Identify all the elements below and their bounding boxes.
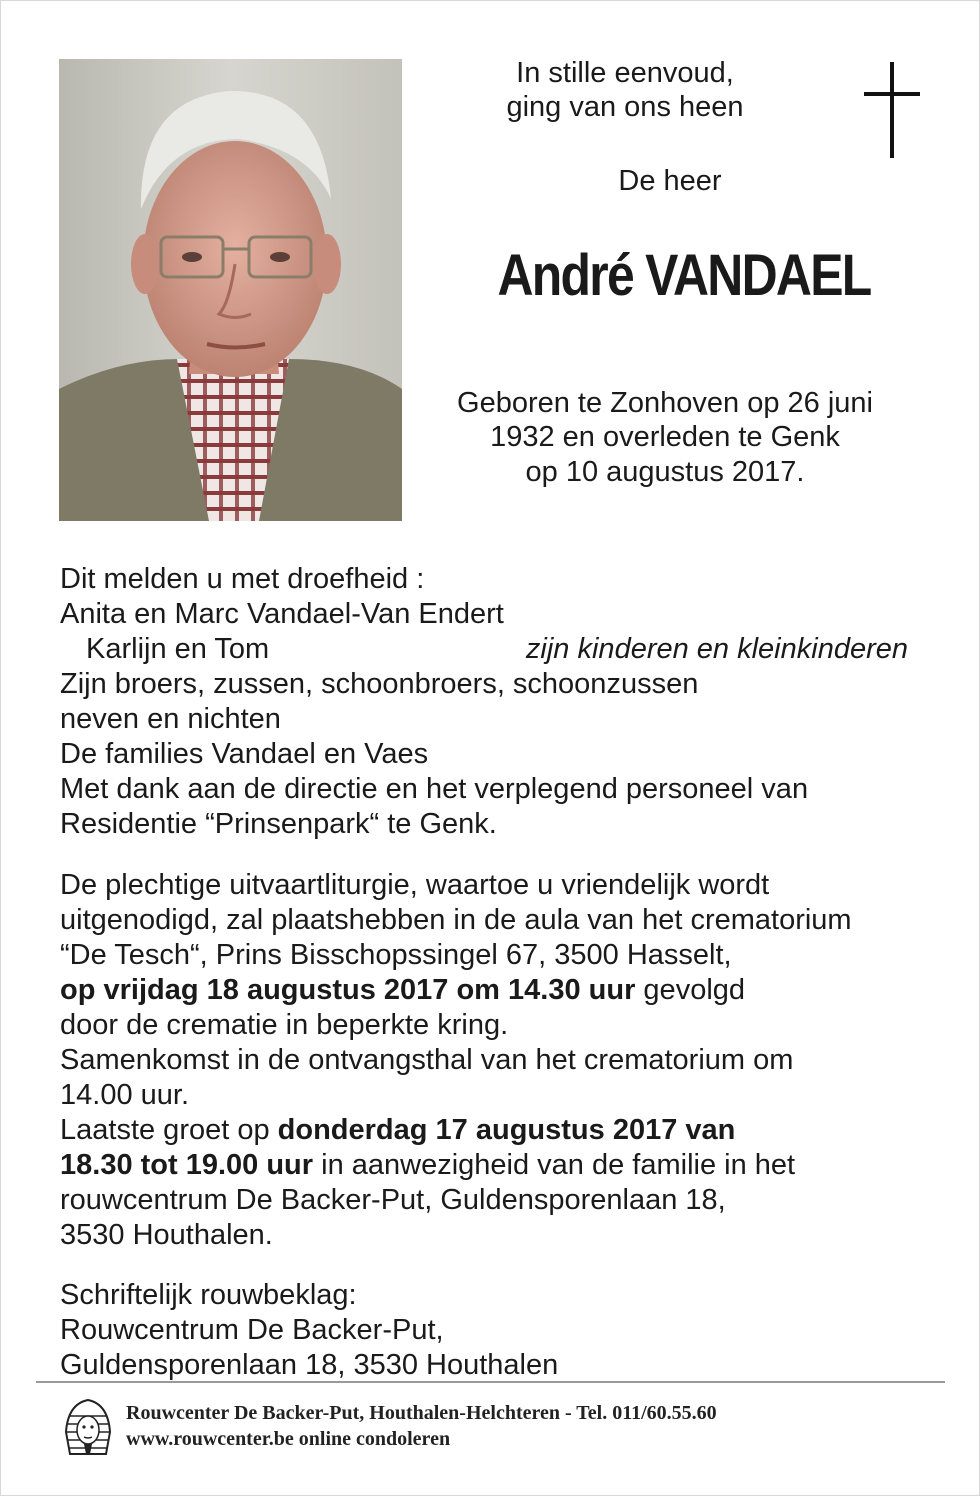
funeral-line-2: uitgenodigd, zal plaatshebben in de aula van het crematorium <box>60 904 852 936</box>
birth-line-3: op 10 augustus 2017. <box>525 456 805 488</box>
footer-website[interactable]: www.rouwcenter.be online condoleren <box>126 1428 451 1450</box>
farewell-date: donderdag 17 augustus 2017 van <box>277 1114 736 1146</box>
funeral-line-1: De plechtige uitvaartliturgie, waartoe u vriendelijk wordt <box>60 869 770 901</box>
birth-line-2: 1932 en overleden te Genk <box>490 421 840 453</box>
family-grandchildren: Karlijn en Tom <box>86 633 270 665</box>
footer-divider <box>36 1381 945 1383</box>
family-children: Anita en Marc Vandael-Van Endert <box>60 598 504 630</box>
birth-line-1: Geboren te Zonhoven op 26 juni <box>457 387 873 419</box>
pharaoh-logo-icon <box>62 1398 114 1458</box>
funeral-line-6: Samenkomst in de ontvangsthal van het crematorium om <box>60 1044 794 1076</box>
portrait-photo <box>59 59 402 521</box>
family-relation: zijn kinderen en kleinkinderen <box>525 633 908 665</box>
farewell-time: 18.30 tot 19.00 uur <box>60 1149 314 1181</box>
funeral-line-4-rest: gevolgd <box>635 974 746 1006</box>
funeral-line-10: rouwcentrum De Backer-Put, Guldensporenlaan 18, <box>60 1184 726 1216</box>
family-thanks-2: Residentie “Prinsenpark“ te Genk. <box>60 808 497 840</box>
family-intro: Dit melden u met droefheid : <box>60 563 425 595</box>
funeral-line-4 <box>60 973 745 1008</box>
deceased-name: André VANDAEL <box>497 243 871 308</box>
condolences-line-1: Schriftelijk rouwbeklag: <box>60 1279 357 1311</box>
cross-icon <box>864 62 920 158</box>
title-de-heer: De heer <box>618 165 722 197</box>
funeral-line-9-rest: in aanwezigheid van de familie in het <box>313 1149 796 1181</box>
intro-line-1: In stille eenvoud, <box>516 57 734 89</box>
funeral-line-3: “De Tesch“, Prins Bisschopssingel 67, 3500 Hasselt, <box>60 939 732 971</box>
funeral-date: op vrijdag 18 augustus 2017 om 14.30 uur <box>60 974 636 1006</box>
funeral-line-8 <box>60 1113 735 1148</box>
family-thanks-1: Met dank aan de directie en het verplegend personeel van <box>60 773 809 805</box>
family-cousins: neven en nichten <box>60 703 281 735</box>
family-siblings: Zijn broers, zussen, schoonbroers, schoonzussen <box>60 668 699 700</box>
funeral-line-8-pre: Laatste groet op <box>60 1114 278 1146</box>
footer-contact: Rouwcenter De Backer-Put, Houthalen-Helchteren - Tel. 011/60.55.60 <box>126 1402 717 1424</box>
funeral-line-7: 14.00 uur. <box>60 1079 189 1111</box>
funeral-line-11: 3530 Houthalen. <box>60 1219 273 1251</box>
condolences-line-3: Guldensporenlaan 18, 3530 Houthalen <box>60 1349 559 1381</box>
funeral-line-9 <box>60 1148 795 1183</box>
condolences-line-2: Rouwcentrum De Backer-Put, <box>60 1314 444 1346</box>
funeral-line-5: door de crematie in beperkte kring. <box>60 1009 509 1041</box>
intro-line-2: ging van ons heen <box>506 91 744 123</box>
family-families: De families Vandael en Vaes <box>60 738 429 770</box>
